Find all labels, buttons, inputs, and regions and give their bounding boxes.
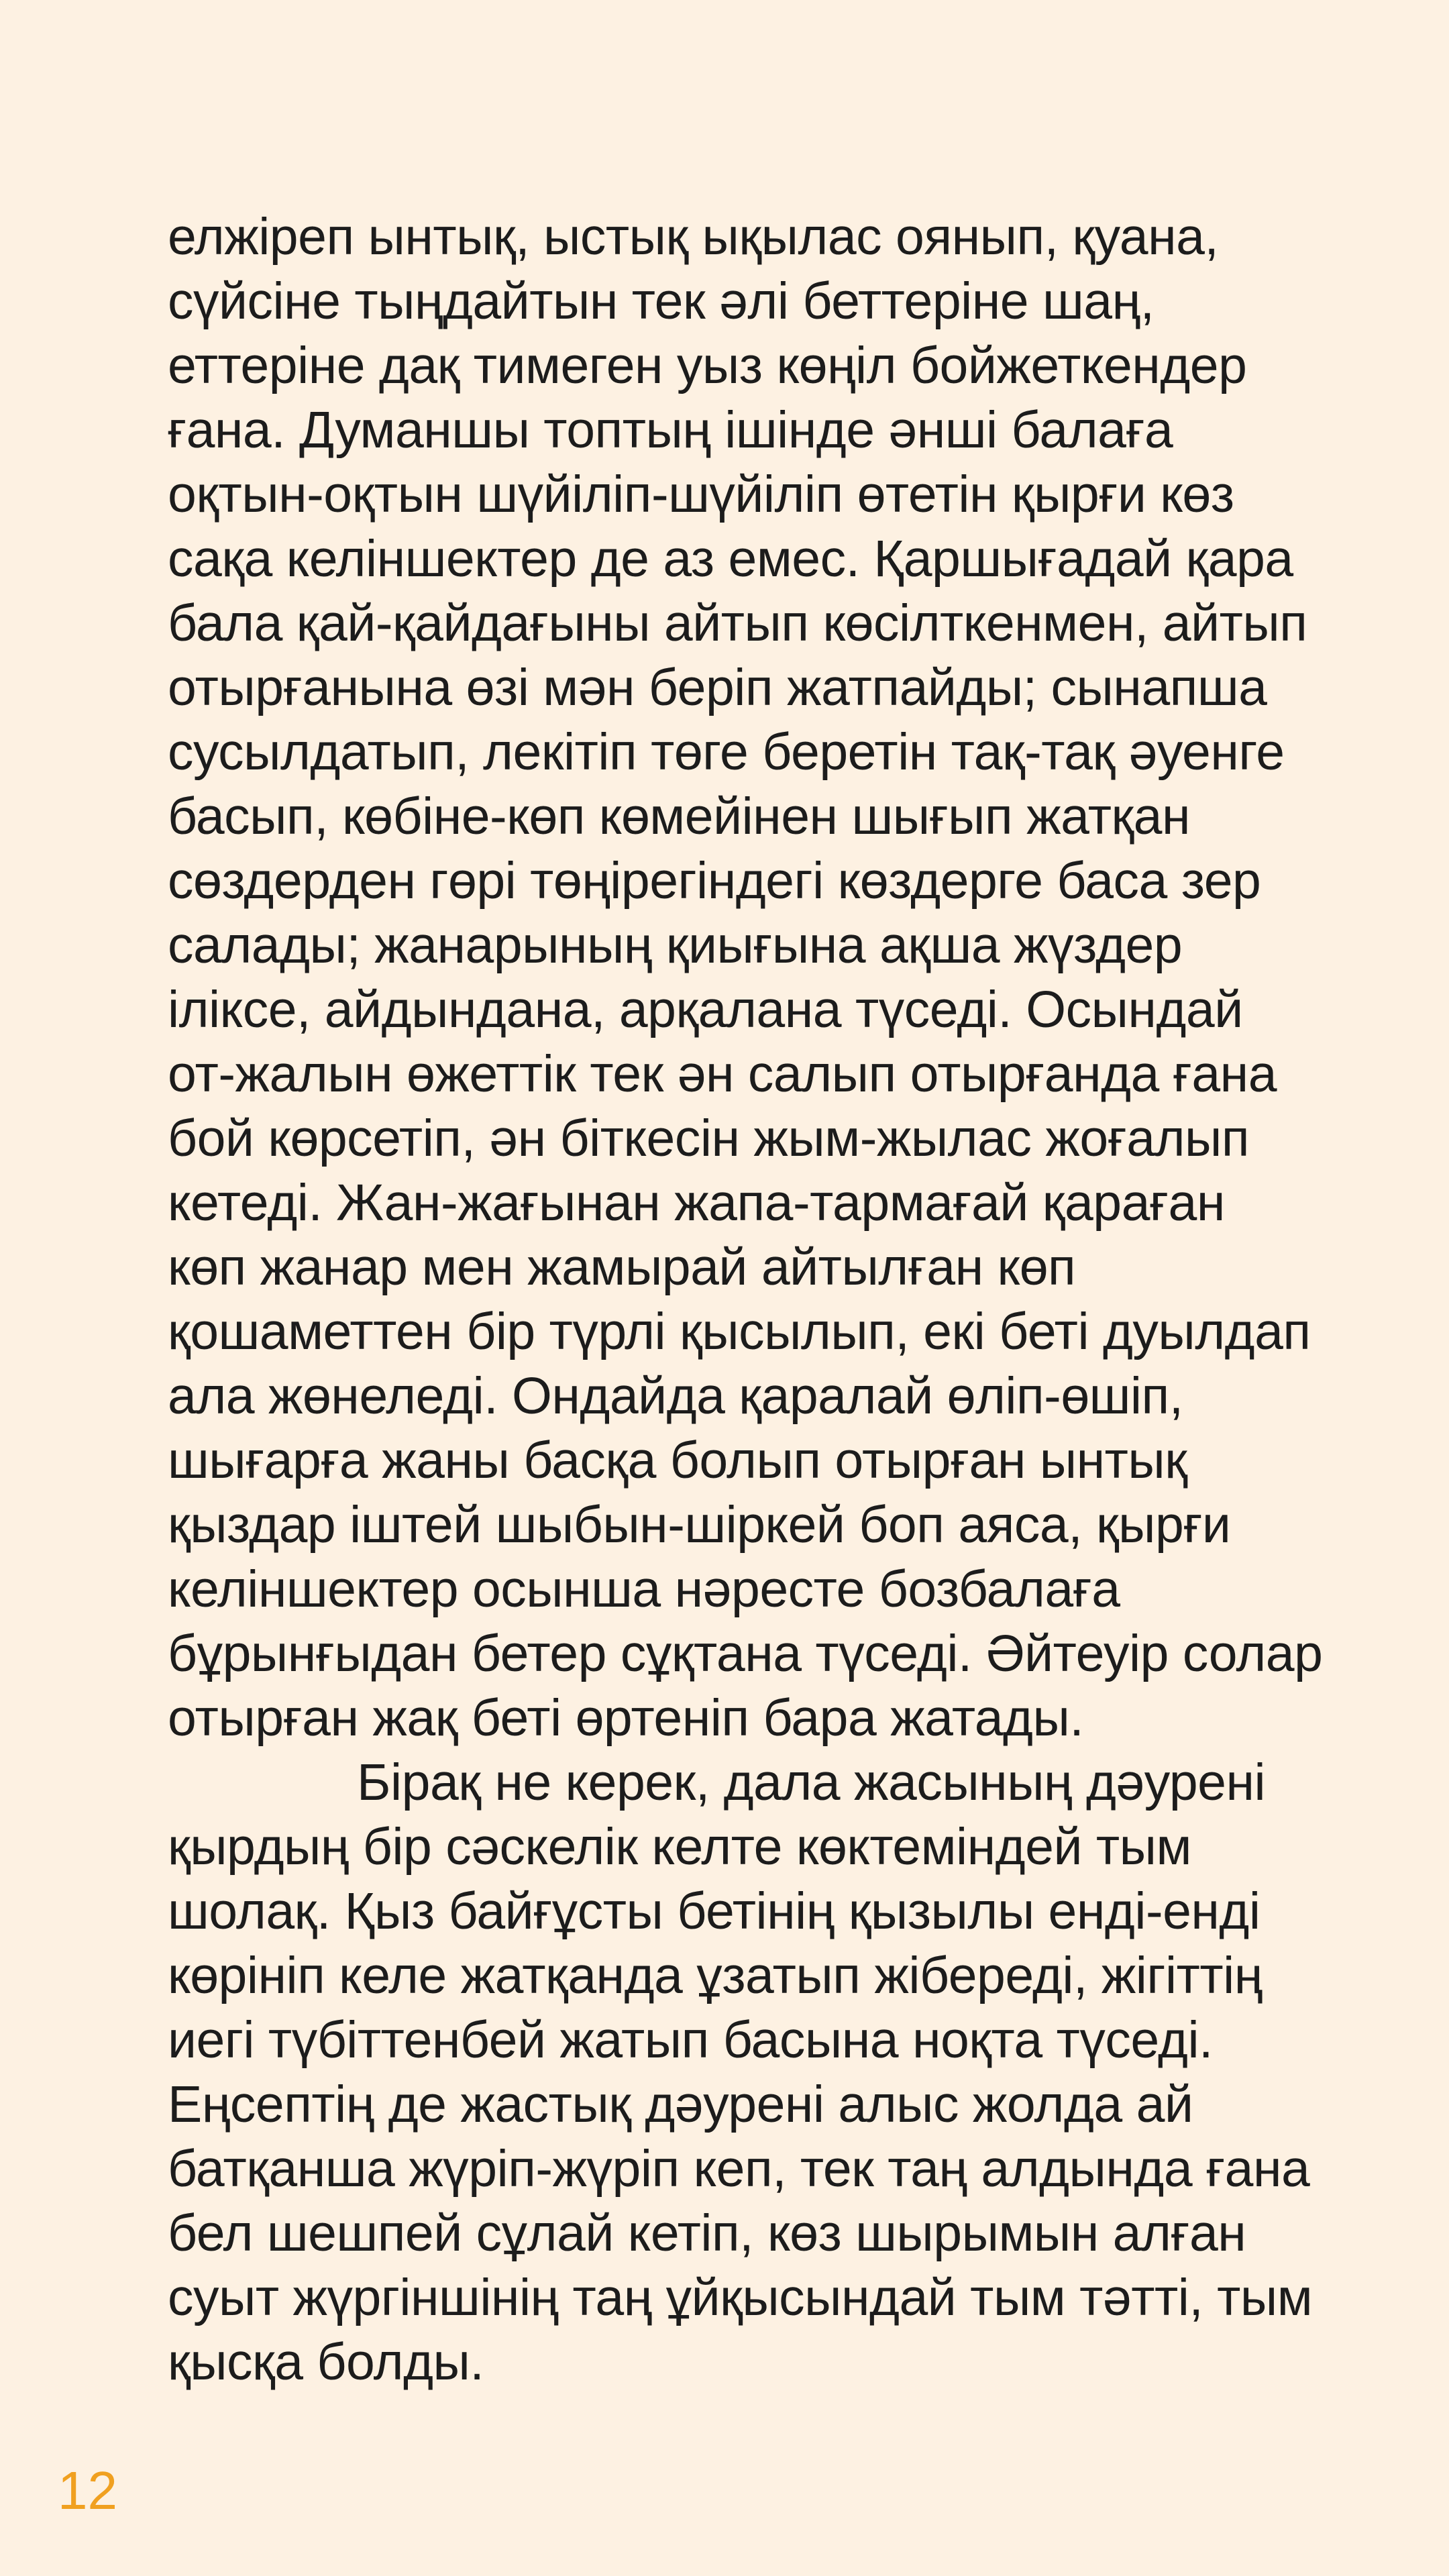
text-line: қыздар іштей шыбын-шіркей боп аяса, қырғи [168,1496,1231,1554]
text-line: сөздерден гөрі төңірегіндегі көздерге баса зер [168,852,1261,910]
text-line: елжіреп ынтық, ыстық ықылас оянып, қуана, [168,208,1219,266]
text-line: іліксе, айдындана, арқалана түседі. Осындай [168,981,1243,1038]
text-line: шолақ. Қыз байғұсты бетінің қызылы енді-енді [168,1882,1260,1940]
text-line: шығарға жаны басқа болып отырған ынтық [168,1432,1187,1489]
text-line: сақа келіншектер де аз емес. Қаршығадай қара [168,530,1293,588]
text-line: от-жалын өжеттік тек ән салып отырғанда ғана [168,1045,1277,1103]
paragraph-start-line: Бірақ не керек, дала жасының дәурені [357,1754,1266,1811]
text-line: еттеріне дақ тимеген уыз көңіл бойжеткендер [168,337,1247,394]
text-line: салады; жанарының қиығына ақша жүздер [168,916,1183,974]
text-line: кетеді. Жан-жағынан жапа-тармағай қараған [168,1174,1225,1232]
text-line: отырғанына өзі мән беріп жатпайды; сынапша [168,659,1267,716]
page-number: 12 [58,2461,117,2520]
text-line: сүйсіне тыңдайтын тек әлі беттеріне шаң, [168,272,1155,330]
text-line: көрініп келе жатқанда ұзатып жібереді, жігіттің [168,1947,1263,2004]
text-line: қырдың бір сәскелік келте көктеміндей тым [168,1818,1191,1876]
text-line: көп жанар мен жамырай айтылған көп [168,1238,1076,1296]
text-line: келіншектер осынша нәресте бозбалаға [168,1560,1120,1618]
text-line: бала қай-қайдағыны айтып көсілткенмен, айтып [168,594,1307,652]
text-line: суыт жүргіншінің таң ұйқысындай тым тәтті, тым [168,2269,1313,2326]
body-text [168,205,1322,2394]
text-line: батқанша жүріп-жүріп кеп, тек таң алдында ғана [168,2140,1310,2198]
text-line: сусылдатып, лекітіп төге беретін тақ-тақ әуенге [168,723,1285,781]
text-line: отырған жақ беті өртеніп бара жатады. [168,1689,1084,1747]
text-line: бұрынғыдан бетер сұқтана түседі. Әйтеуір солар [168,1625,1323,1682]
text-line: қысқа болды. [168,2333,484,2391]
text-line: оқтын-оқтын шүйіліп-шүйіліп өтетін қырғи көз [168,466,1234,523]
text-line: ала жөнеледі. Ондайда қаралай өліп-өшіп, [168,1367,1183,1425]
text-line: Еңсептің де жастық дәурені алыс жолда ай [168,2076,1193,2133]
text-line: иегі түбіттенбей жатып басына ноқта түседі. [168,2011,1213,2069]
text-line: ғана. Думаншы топтың ішінде әнші балаға [168,401,1173,459]
text-line: бел шешпей сұлай кетіп, көз шырымын алған [168,2204,1246,2262]
text-line: басып, көбіне-көп көмейінен шығып жатқан [168,788,1191,845]
text-line: бой көрсетіп, ән біткесін жым-жылас жоғалып [168,1110,1250,1167]
text-line: қошаметтен бір түрлі қысылып, екі беті дуылдап [168,1303,1311,1360]
